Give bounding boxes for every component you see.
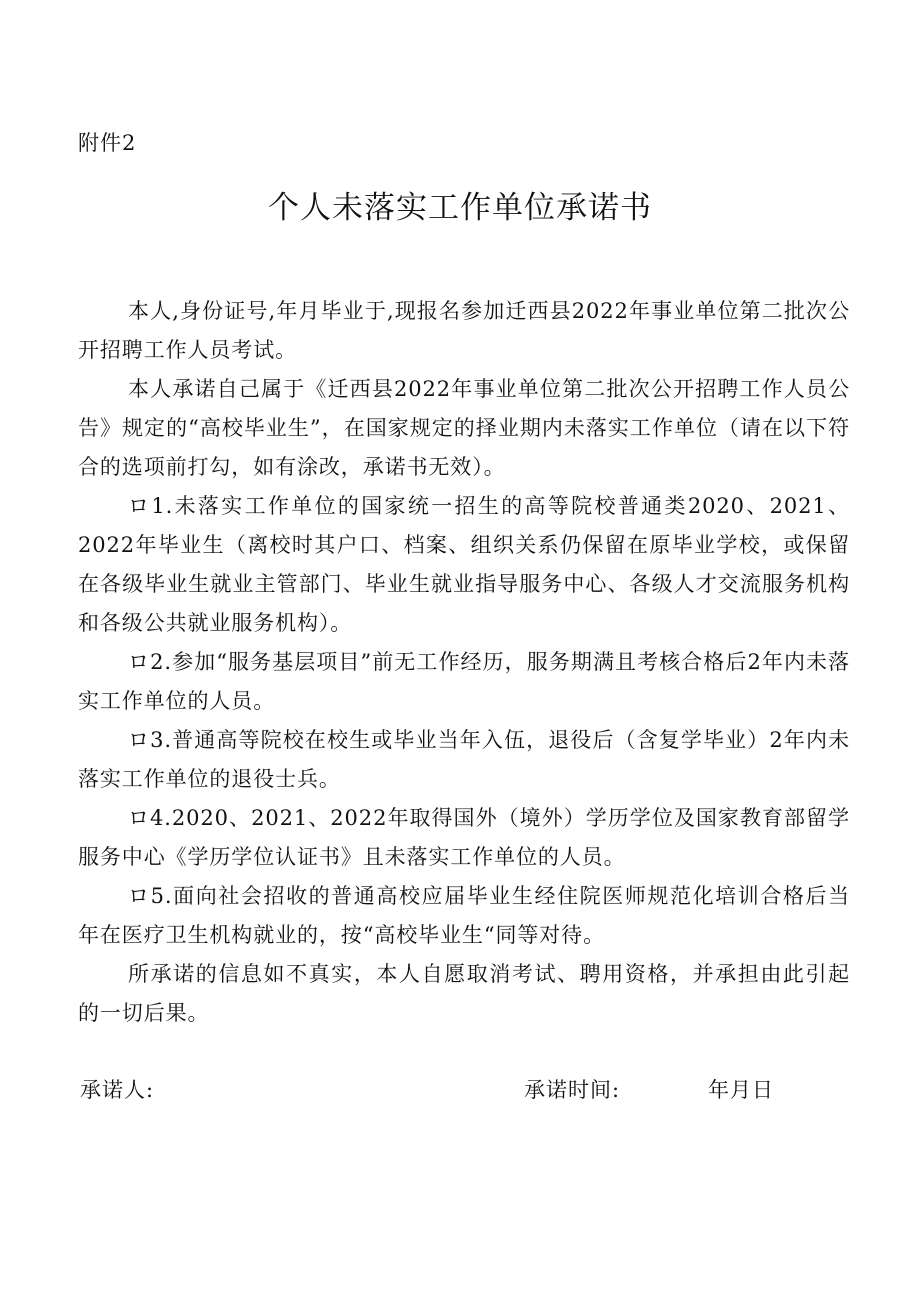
option-1-paragraph: ロ1.未落实工作单位的国家统一招生的高等院校普通类2020、2021、2022年毕业生（离校时其户口、档案、组织关系仍保留在原毕业学校，或保留在各级毕业生就业主管部门、毕业生就业指导服务中心、各级人才交流服务机构和各级公共就业服务机构）。: [78, 494, 850, 635]
commitment-paragraph: 本人承诺自己属于《迁西县2022年事业单位第二批次公开招聘工作人员公告》规定的“高校毕业生”，在国家规定的择业期内未落实工作单位（请在以下符合的选项前打勾，如有涂改，承诺书无效）。: [78, 377, 850, 479]
option-3-paragraph: ロ3.普通高等院校在校生或毕业当年入伍，退役后（含复学毕业）2年内未落实工作单位的退役士兵。: [78, 728, 850, 791]
option-4-paragraph: ロ4.2020、2021、2022年取得国外（境外）学历学位及国家教育部留学服务中心《学历学位认证书》且未落实工作单位的人员。: [78, 806, 850, 869]
declaration-paragraph: 所承诺的信息如不真实，本人自愿取消考试、聘用资格，并承担由此引起的一切后果。: [78, 962, 850, 1025]
option-2-paragraph: ロ2.参加“服务基层项目”前无工作经历，服务期满且考核合格后2年内未落实工作单位的人员。: [78, 650, 850, 713]
commit-time-label: 承诺时间:: [524, 1078, 621, 1102]
signer-label: 承诺人:: [80, 1078, 155, 1102]
commitment-body: [78, 292, 850, 1033]
identity-paragraph: 本人,身份证号,年月毕业于,现报名参加迁西县2022年事业单位第二批次公开招聘工作人员考试。: [78, 299, 850, 362]
date-label: 年月日: [708, 1078, 774, 1102]
attachment-label: 附件2: [78, 131, 137, 155]
signature-row: [0, 1075, 920, 1107]
option-5-paragraph: ロ5.面向社会招收的普通高校应届毕业生经住院医师规范化培训合格后当年在医疗卫生机构就业的，按“高校毕业生“同等对待。: [78, 884, 850, 947]
page-title: 个人未落实工作单位承诺书: [268, 190, 652, 226]
